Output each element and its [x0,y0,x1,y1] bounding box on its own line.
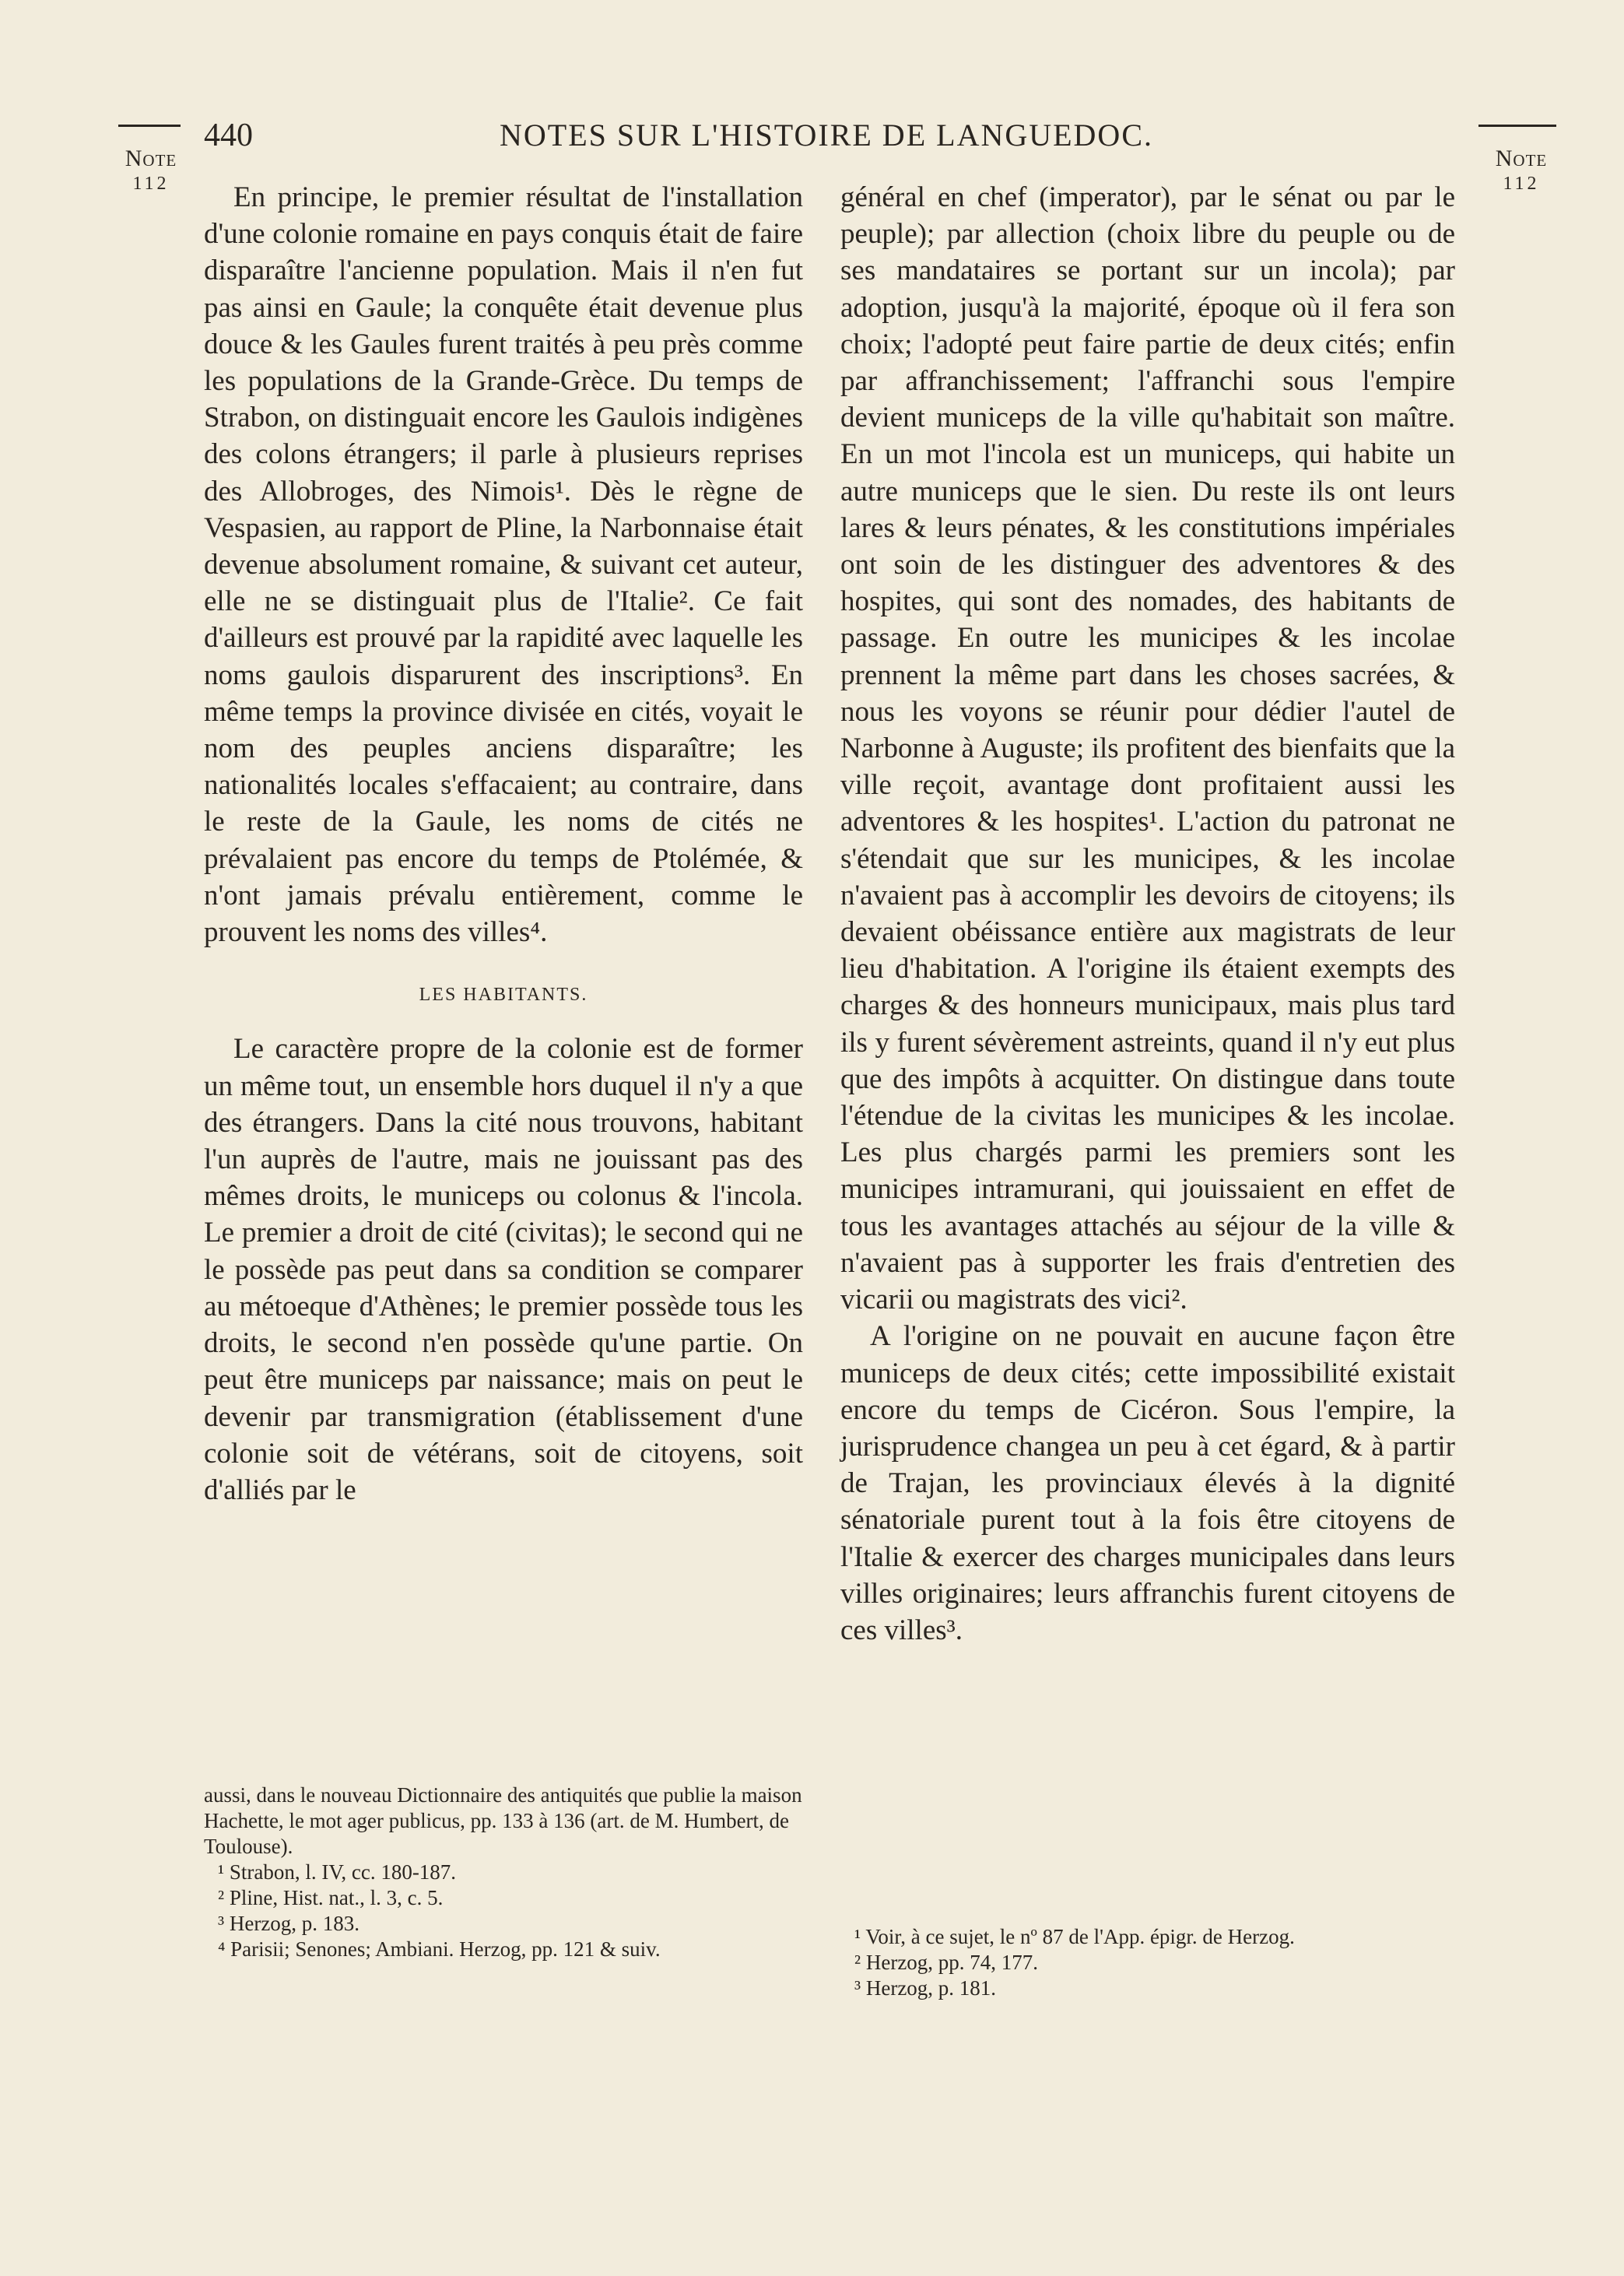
page-header [204,117,1449,163]
paragraph: Le caractère propre de la colonie est de former un même tout, un ensemble hors duquel il n'y a que des étrangers. Dans la cité nous trouvons, habitant l'un auprès de l'autre, mais ne jouissant pas des mêmes droits, le municeps ou colonus & l'incola. Le premier a droit de cité (civitas); le second qui ne le possède pas peut dans sa condition se comparer au métoeque d'Athènes; le premier possède tous les droits, le second n'en possède qu'une partie. On peut être municeps par naissance; mais on peut le devenir par transmigration (établissement d'une colonie soit de vétérans, soit de citoyens, soit d'alliés par le [204,1033,803,1506]
margin-note-left [117,146,185,196]
paragraph: En principe, le premier résultat de l'installation d'une colonie romaine en pays conquis était de faire disparaître l'ancienne population. Mais il n'en fut pas ainsi en Gaule; la conquête était devenue plus douce & les Gaules furent traités à peu près comme les populations de la Grande-Grèce. Du temps de Strabon, on distinguait encore les Gaulois indigènes des colons étrangers; il parle à plusieurs reprises des Allobroges, des Nimois¹. Dès le règne de Vespasien, au rapport de Pline, la Narbonnaise était devenue absolument romaine, & suivant cet auteur, elle ne se distinguait plus de l'Italie². Ce fait d'ailleurs est prouvé par la rapidité avec laquelle les noms gaulois disparurent des inscriptions³. En même temps la province divisée en cités, voyait le nom des peuples anciens disparaître; les nationalités locales s'effacaient; au contraire, dans le reste de la Gaule, les noms de cités ne prévalaient pas encore du temps de Ptolémée, & n'ont jamais prévalu entièrement, comme le prouvent les noms des villes⁴. [204,181,803,949]
right-column [840,179,1455,1649]
margin-note-number: 112 [1503,174,1540,194]
margin-note-label: Note [125,146,177,171]
footnote: ⁴ Parisii; Senones; Ambiani. Herzog, pp. 121 & suiv. [218,1937,661,1961]
page-number: 440 [204,118,253,153]
margin-note-right [1482,146,1560,196]
footnote: ² Herzog, pp. 74, 177. [854,1951,1039,1974]
margin-rule-left [118,125,181,127]
margin-note-label: Note [1495,146,1548,171]
footnote: ³ Herzog, p. 181. [854,1976,997,2000]
section-heading: LES HABITANTS. [419,985,588,1006]
footnote: aussi, dans le nouveau Dictionnaire des antiquités que publie la maison Hachette, le mot ager publicus, pp. 133 à 136 (art. de M. Humbert, de Toulouse). [204,1783,802,1858]
paragraph: général en chef (imperator), par le sénat ou par le peuple); par allection (choix libre du peuple ou de ses mandataires se portant sur un incola); par adoption, jusqu'à la majorité, époque où il fera son choix; l'adopté peut faire partie de deux cités; enfin par affranchissement; l'affranchi sous l'empire devient municeps de la ville qu'habitait son maître. En un mot l'incola est un municeps, qui habite un autre municeps que le sien. Du reste ils ont leurs lares & leurs pénates, & les constitutions impériales ont soin de les distinguer des adventores & des hospites, qui sont des nomades, des habitants de passage. En outre les municipes & les incolae prennent la même part dans les choses sacrées, & nous les voyons se réunir pour dédier l'autel de Narbonne à Auguste; ils profitent des bienfaits que la ville reçoit, avantage dont profitaient aussi les adventores & les hospites¹. L'action du patronat ne s'étendait que sur les municipes, & les incolae n'avaient pas à accomplir les devoirs de citoyens; ils devaient obéissance entière aux magistrats de leur lieu d'habitation. A l'origine ils étaient exempts des charges & des honneurs municipaux, mais plus tard ils y furent sévèrement astreints, quand il n'y eut plus que des impôts à acquitter. On distingue dans toute l'étendue de la civitas les municipes & les incolae. Les plus chargés parmi les premiers sont les municipes intramurani, qui jouissaient en effet de tous les avantages attachés au séjour de la ville & n'avaient pas à supporter les frais d'entretien des vicarii ou magistrats des vici². [840,181,1455,1316]
paragraph: A l'origine on ne pouvait en aucune façon être municeps de deux cités; cette impossibilité existait encore du temps de Cicéron. Sous l'empire, la jurisprudence changea un peu à cet égard, & à partir de Trajan, les provinciaux élevés à la dignité sénatoriale purent tout à la fois être citoyens de l'Italie & exercer des charges municipales dans leurs villes originaires; leurs affranchis furent citoyens de ces villes³. [840,1320,1455,1646]
footnotes-right [840,1924,1455,2001]
margin-rule-right [1478,125,1556,127]
left-column [204,179,803,1509]
footnote: ² Pline, Hist. nat., l. 3, c. 5. [218,1886,444,1909]
margin-note-number: 112 [132,174,170,194]
footnote: ¹ Strabon, l. IV, cc. 180-187. [218,1860,457,1884]
running-title: NOTES SUR L'HISTOIRE DE LANGUEDOC. [499,118,1153,153]
footnote: ¹ Voir, à ce sujet, le nº 87 de l'App. épigr. de Herzog. [854,1925,1295,1948]
footnotes-left [204,1783,803,1962]
footnote: ³ Herzog, p. 183. [218,1912,360,1935]
